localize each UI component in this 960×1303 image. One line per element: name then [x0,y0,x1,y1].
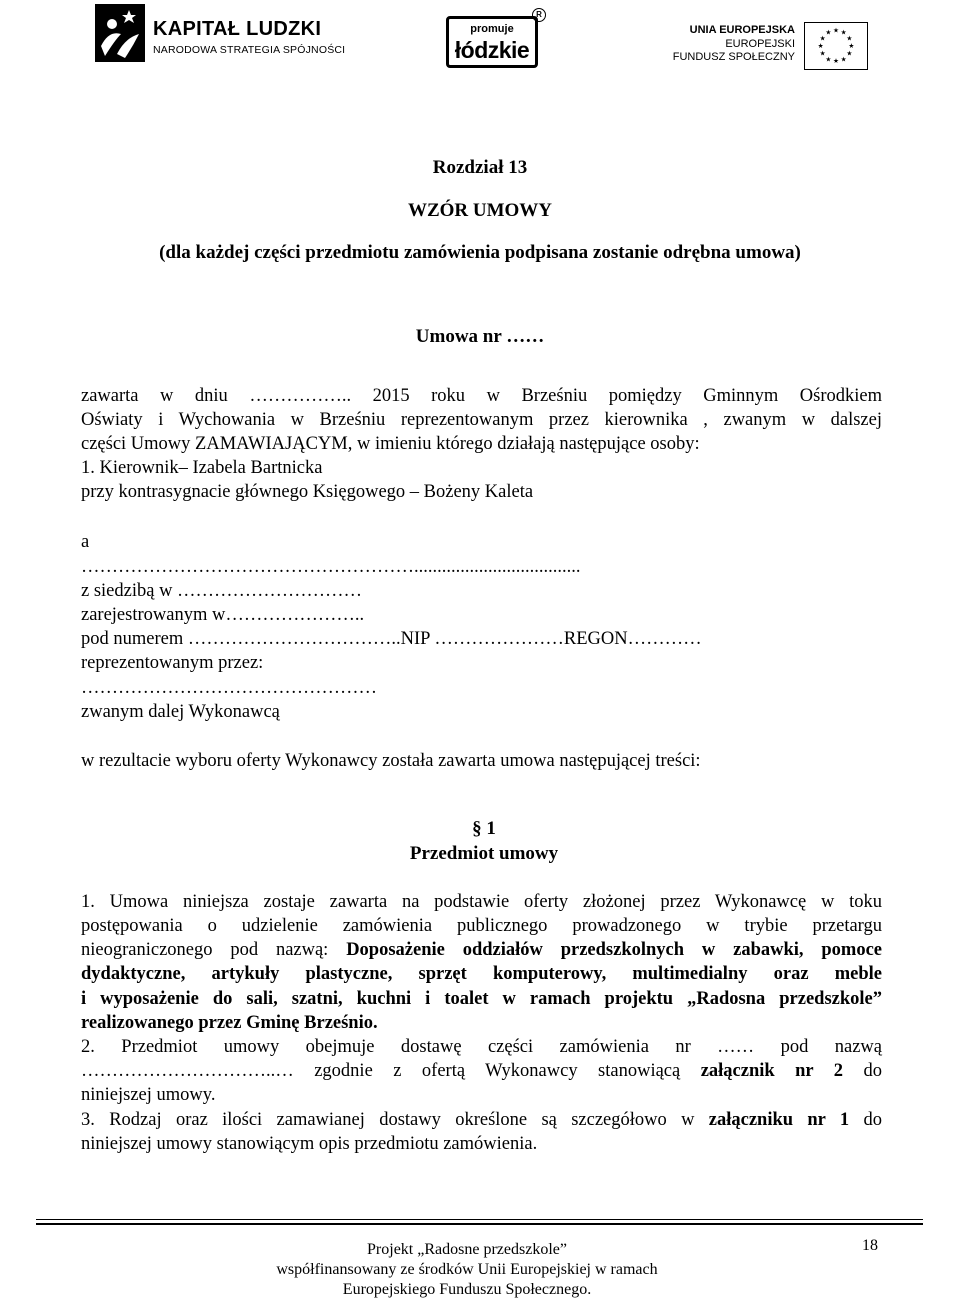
p1-line-6: realizowanego przez Gminę Brześnio. [81,1013,378,1033]
ue-line2: EUROPEJSKI [725,37,795,50]
lodzkie-label: łódzkie [454,37,530,63]
contractor-line-1: a [81,532,90,552]
p3-line-1-bold: załączniku nr 1 [708,1110,850,1130]
p1-line-3-bold: Doposażenie oddziałów przedszkolnych w zabawki, pomoce [346,940,883,960]
contractor-line-3: z siedzibą w ………………………… [81,581,363,601]
p1-line-1: 1. Umowa niniejsza zostaje zawarta na podstawie oferty złożonej przez Wykonawcę w toku [81,892,882,912]
document-title: WZÓR UMOWY [407,200,553,221]
svg-text:★: ★ [825,28,832,37]
svg-text:★: ★ [848,41,855,50]
footer-line-3: Europejskiego Funduszu Społecznego. [342,1281,592,1298]
kapital-ludzki-emblem-icon [95,4,145,62]
p1-line-4: dydaktyczne, artykuły plastyczne, sprzęt komputerowy, multimedialny oraz meble [81,964,882,984]
p2-line-2-end: do [843,1061,882,1081]
svg-text:★: ★ [846,49,853,58]
svg-text:★: ★ [825,55,832,64]
intro-line-4: 1. Kierownik– Izabela Bartnicka [81,458,323,478]
svg-text:★: ★ [833,26,839,35]
p3-line-1 [81,1110,882,1131]
contractor-line-4: zarejestrowanym w………………….. [81,605,365,625]
p1-line-5: i wyposażenie do sali, szatni, kuchni i toalet w ramach projektu „Radosna przedszkole” [81,989,882,1009]
section-number: § 1 [472,818,496,839]
footer-line-1: Projekt „Radosne przedszkole” [367,1241,567,1258]
document-subtitle: (dla każdej części przedmiotu zamówienia podpisana zostanie odrębna umowa) [159,242,801,263]
p1-line-3-normal: nieograniczonego pod nazwą: [81,940,347,960]
svg-text:★: ★ [817,41,824,50]
page-number: 18 [862,1237,878,1254]
p2-line-2-bold: załącznik nr 2 [700,1061,844,1081]
svg-text:★: ★ [840,28,847,37]
promuje-lodzkie-logo [446,8,546,68]
footer-rule-thick [36,1223,923,1225]
intro-line-1: zawarta w dniu …………….. 2015 roku w Brześniu pomiędzy Gminnym Ośrodkiem [81,386,882,406]
footer-line-2: współfinansowany ze środków Unii Europejskiej w ramach [276,1261,658,1278]
svg-text:★: ★ [819,34,826,43]
intro-line-3: części Umowy ZAMAWIAJĄCYM, w imieniu którego działają następujące osoby: [81,434,700,454]
chapter-heading: Rozdział 13 [432,157,528,178]
contract-number: Umowa nr …… [415,326,545,347]
p3-line-1-end: do [849,1110,882,1130]
svg-text:★: ★ [846,34,853,43]
p3-line-1-normal: 3. Rodzaj oraz ilości zamawianej dostawy określone są szczegółowo w [81,1110,709,1130]
p2-line-3: niniejszej umowy. [81,1085,216,1105]
kapital-ludzki-subtitle: NARODOWA STRATEGIA SPÓJNOŚCI [153,44,346,56]
header-logos [0,0,960,78]
unia-europejska-text [673,24,795,65]
promuje-lodzkie-frame [446,16,538,68]
contractor-line-8: zwanym dalej Wykonawcą [81,702,280,722]
p2-line-2 [81,1061,882,1082]
ue-line3: FUNDUSZ SPOŁECZNY [672,51,795,63]
section-title: Przedmiot umowy [409,843,559,864]
svg-text:★: ★ [833,57,839,66]
kapital-ludzki-title: KAPITAŁ LUDZKI [153,18,322,40]
unia-europejska-logo [672,22,886,72]
kapital-ludzki-logo [95,4,357,66]
promuje-label: promuje [470,23,514,35]
intro-line-2: Oświaty i Wychowania w Brześniu reprezentowanym przez kierownika , zwanym w dalszej [81,410,882,430]
p2-line-2-normal: …………………………..… zgodnie z ofertą Wykonawcy stanowiącą [81,1061,701,1081]
ue-line1: UNIA EUROPEJSKA [689,24,795,36]
p3-line-2: niniejszej umowy stanowiącym opis przedmiotu zamówienia. [81,1134,538,1154]
svg-text:★: ★ [819,49,826,58]
contractor-line-6: reprezentowanym przez: [81,653,264,673]
footer-rule-thin [36,1219,923,1220]
p1-line-2: postępowania o udzielenie zamówienia publicznego prowadzonego w trybie przetargu [81,916,882,936]
svg-text:★: ★ [840,55,847,64]
contractor-line-7: ………………………………………… [81,678,377,698]
p1-line-3 [81,940,882,961]
intro-line-5: przy kontrasygnacie głównego Księgowego – Bożeny Kaleta [81,482,534,502]
eu-flag-icon [804,22,868,70]
p2-line-1: 2. Przedmiot umowy obejmuje dostawę części zamówienia nr …… pod nazwą [81,1037,882,1057]
registered-mark: R [532,8,546,22]
contractor-line-5: pod numerem ……………………………..NIP …………………REGON………… [81,629,702,649]
contractor-line-2: ……………………………………………….................................... [81,557,581,577]
result-line: w rezultacie wyboru oferty Wykonawcy została zawarta umowa następującej treści: [81,751,701,771]
